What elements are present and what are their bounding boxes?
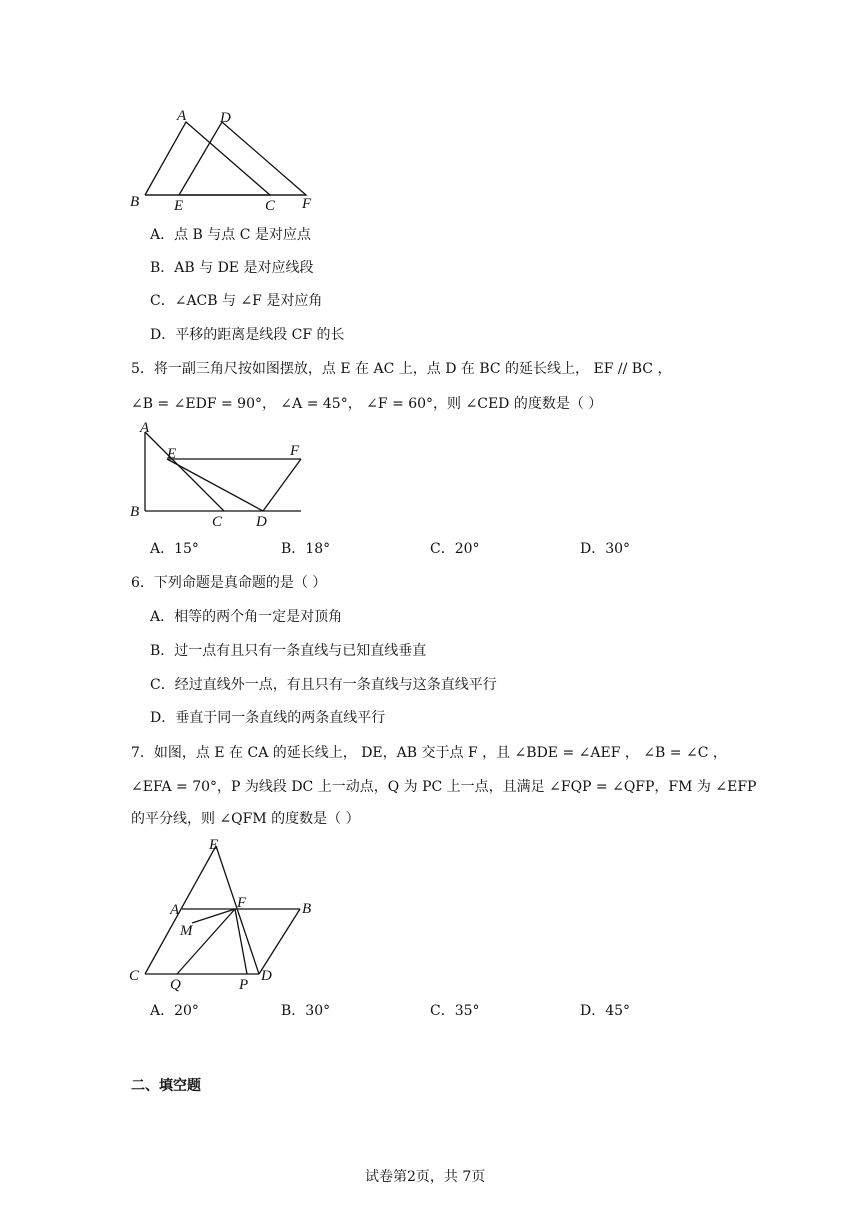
q5-option-b: B．18° (281, 541, 331, 557)
figure-q7 (125, 833, 325, 993)
line-ec (145, 846, 216, 974)
label-a: A (177, 108, 187, 124)
q7-stem-line2: ∠EFA = 70°，P 为线段 DC 上一动点，Q 为 PC 上一点，且满足 ∠FQP = ∠QFP，FM 为 ∠EFP (131, 779, 757, 795)
label-f: F (290, 443, 300, 459)
label-f: F (237, 895, 247, 911)
label-d: D (261, 968, 272, 984)
q7-option-c: C．35° (430, 1003, 480, 1019)
q6-option-c: C．经过直线外一点，有且只有一条直线与这条直线平行 (150, 677, 497, 693)
label-c: C (129, 968, 140, 984)
q5-stem-line2: ∠B = ∠EDF = 90°， ∠A = 45°， ∠F = 60°，则 ∠CED 的度数是（ ） (131, 396, 603, 412)
label-b: B (130, 194, 140, 210)
q6-option-b: B．过一点有且只有一条直线与已知直线垂直 (150, 643, 427, 659)
line-ed (167, 459, 263, 511)
q4-option-b: B．AB 与 DE 是对应线段 (150, 260, 314, 276)
q4-option-a: A．点 B 与点 C 是对应点 (150, 227, 311, 243)
label-p: P (239, 977, 249, 993)
label-c: C (212, 514, 223, 530)
label-d: D (256, 514, 267, 530)
q6-stem: 6．下列命题是真命题的是（ ） (131, 575, 327, 591)
q5-option-c: C．20° (430, 541, 480, 557)
label-q: Q (170, 977, 181, 993)
q5-option-d: D．30° (580, 541, 631, 557)
label-a: A (170, 902, 180, 918)
q7-option-a: A．20° (150, 1003, 199, 1019)
q7-option-d: D．45° (580, 1003, 631, 1019)
label-b: B (130, 504, 140, 520)
section-title: 二、填空题 (131, 1078, 201, 1094)
line-bd (259, 909, 300, 974)
q4-option-d: D．平移的距离是线段 CF 的长 (150, 327, 345, 343)
q6-option-d: D．垂直于同一条直线的两条直线平行 (150, 710, 386, 726)
figure-q5 (125, 418, 315, 533)
figure-q4 (120, 100, 340, 215)
page-footer: 试卷第2页，共 7页 (365, 1169, 486, 1185)
q6-option-a: A．相等的两个角一定是对顶角 (150, 609, 343, 625)
q5-stem-line1: 5．将一副三角尺按如图摆放，点 E 在 AC 上，点 D 在 BC 的延长线上， EF // BC ， (131, 361, 672, 377)
triangle-abc (145, 122, 270, 195)
label-c: C (265, 198, 276, 214)
label-a: A (140, 420, 150, 436)
q7-stem-line3: 的平分线，则 ∠QFM 的度数是（ ） (131, 811, 360, 827)
label-e: E (167, 446, 177, 462)
label-e: E (209, 837, 219, 853)
label-d: D (220, 110, 231, 126)
q4-option-c: C．∠ACB 与 ∠F 是对应角 (150, 293, 323, 309)
q7-stem-line1: 7．如图，点 E 在 CA 的延长线上， DE，AB 交于点 F ，且 ∠BDE = ∠AEF ， ∠B = ∠C ， (131, 745, 727, 761)
label-m: M (180, 923, 193, 939)
line-fd (263, 459, 301, 511)
label-f: F (302, 196, 312, 212)
q5-option-a: A．15° (150, 541, 199, 557)
q7-option-b: B．30° (281, 1003, 331, 1019)
line-ac (145, 432, 224, 511)
label-e: E (174, 198, 184, 214)
label-b: B (302, 901, 312, 917)
